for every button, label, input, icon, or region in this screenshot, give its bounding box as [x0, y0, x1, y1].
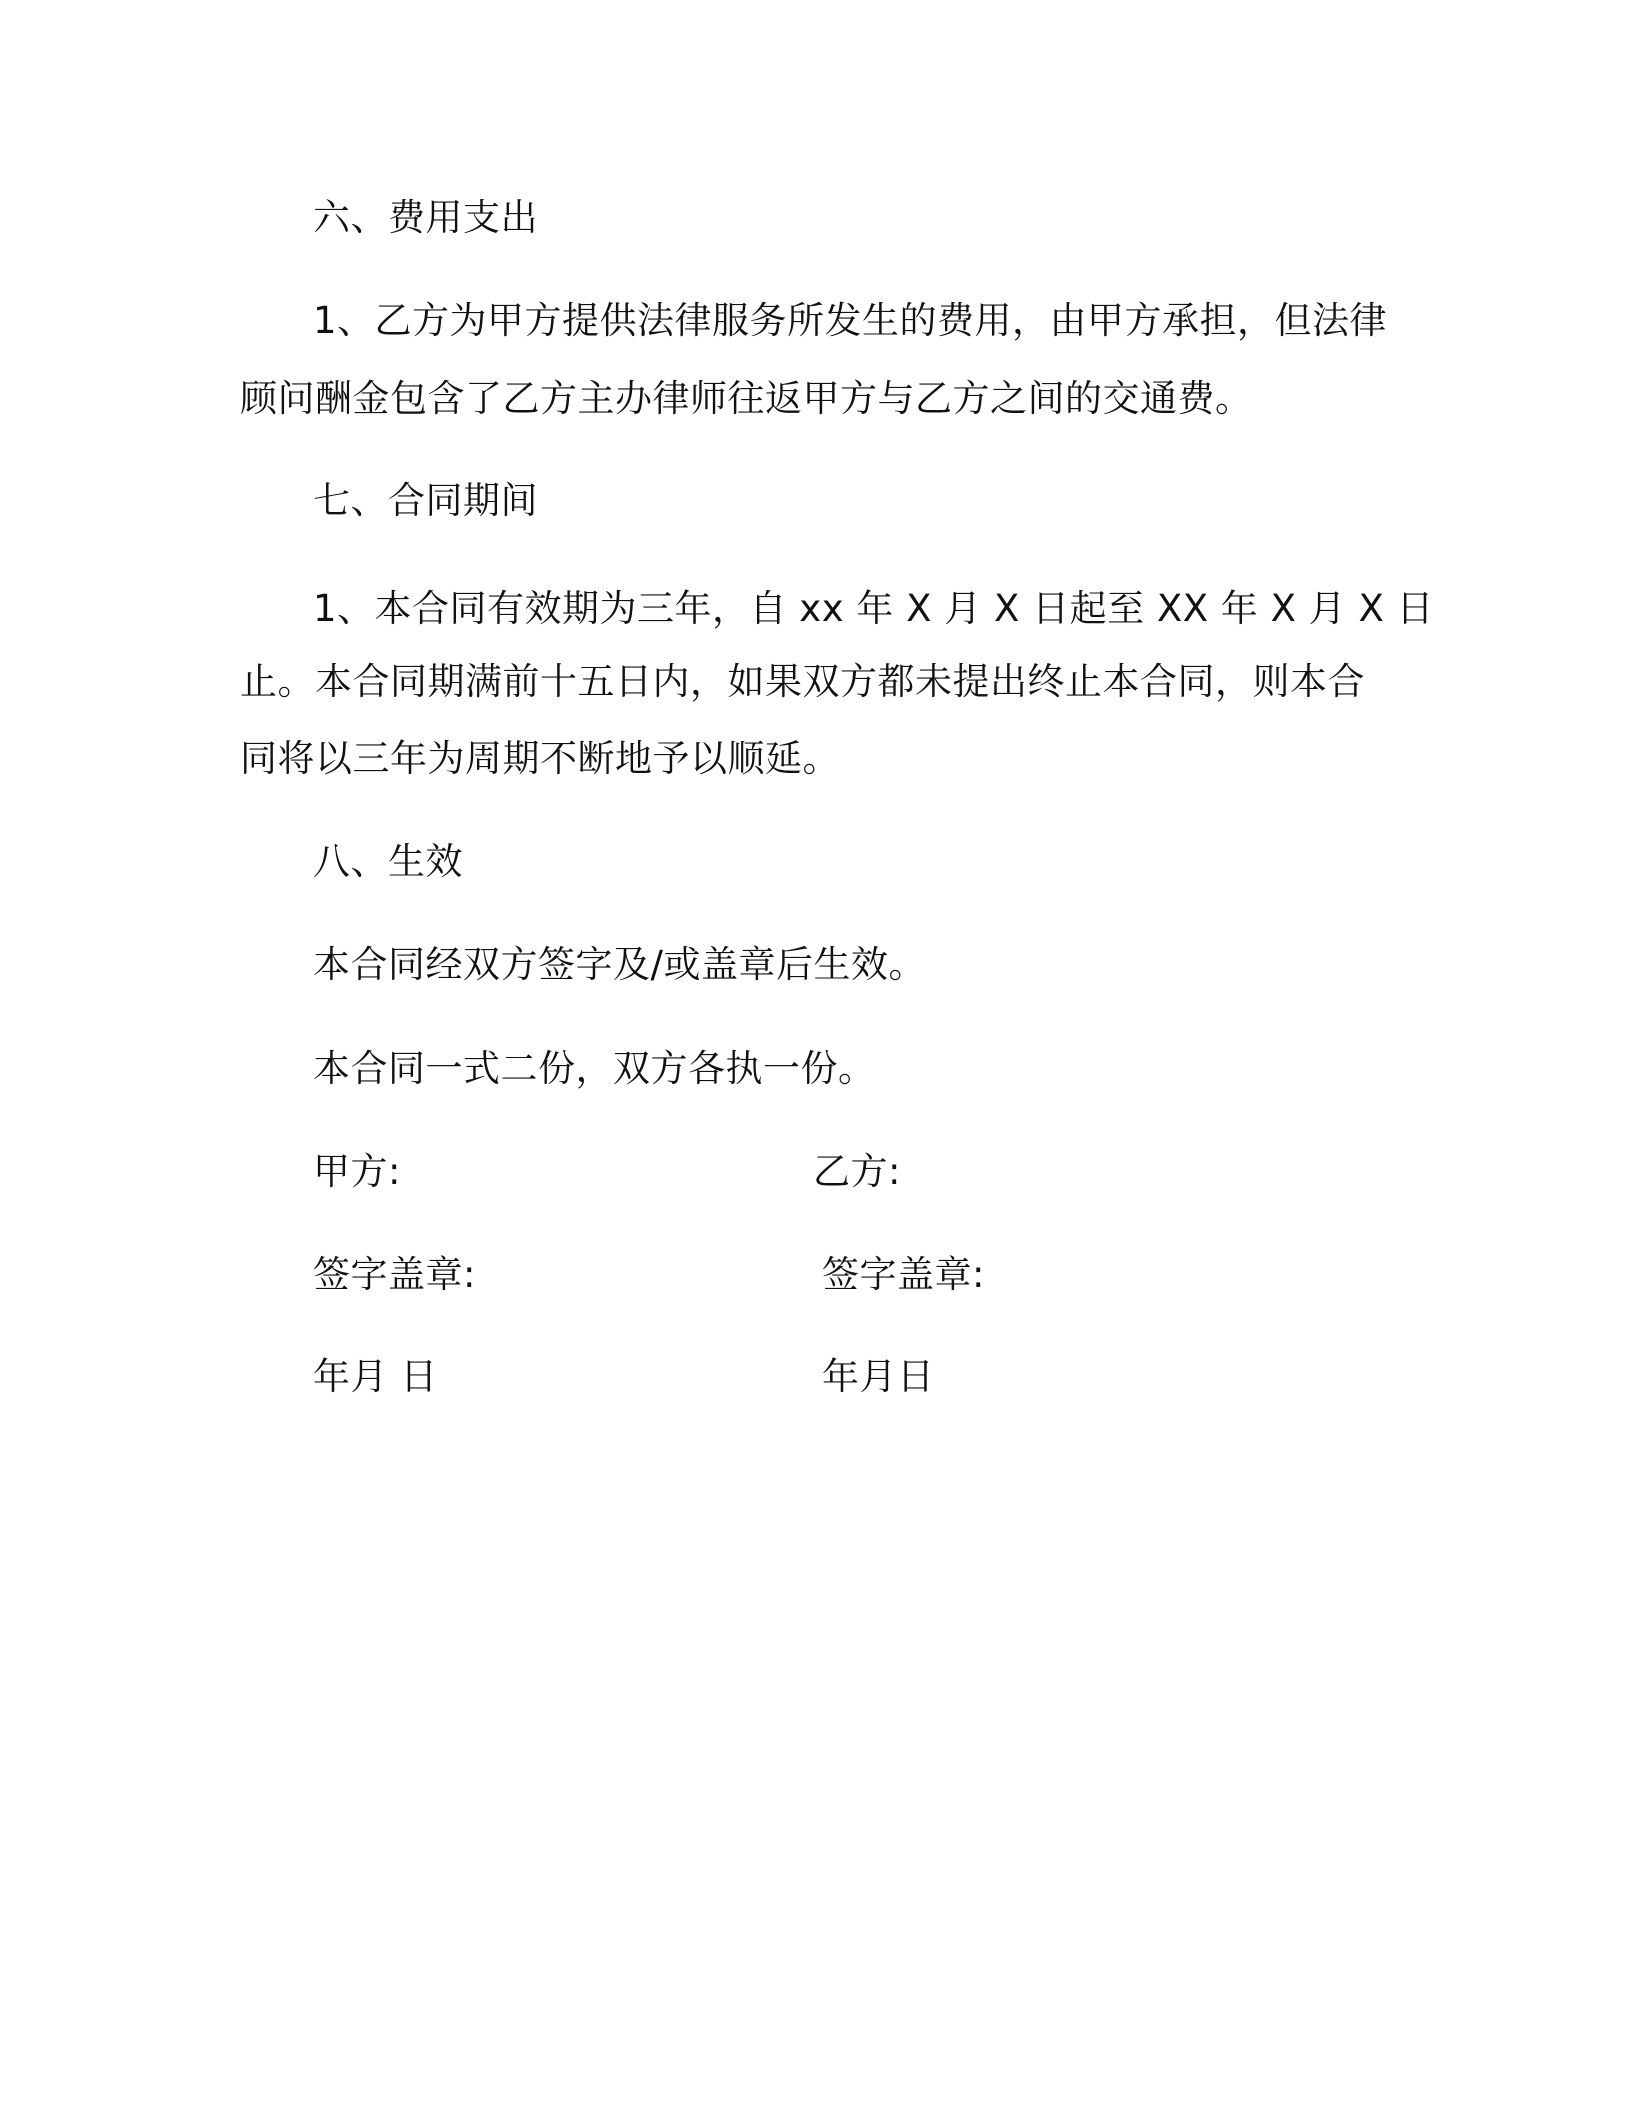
- section-heading-contract-period: 七、合同期间: [313, 479, 538, 522]
- party-a-date-label: 年月 日: [313, 1355, 438, 1398]
- paragraph-line: 止。本合同期满前十五日内，如果双方都未提出终止本合同，则本合: [240, 660, 1365, 703]
- section-heading-expenses: 六、费用支出: [313, 196, 538, 239]
- party-b-signature-label: 签字盖章:: [822, 1253, 985, 1296]
- paragraph-line: 1、本合同有效期为三年，自 xx 年 X 月 X 日起至 XX 年 X 月 X 日: [313, 587, 1435, 630]
- section-heading-effectiveness: 八、生效: [313, 840, 463, 883]
- party-a-label: 甲方:: [313, 1150, 401, 1193]
- party-a-signature-label: 签字盖章:: [313, 1253, 476, 1296]
- paragraph-line: 1、乙方为甲方提供法律服务所发生的费用，由甲方承担，但法律: [313, 299, 1388, 342]
- paragraph-line: 同将以三年为周期不断地予以顺延。: [240, 737, 840, 780]
- paragraph-line: 顾问酬金包含了乙方主办律师往返甲方与乙方之间的交通费。: [240, 377, 1253, 420]
- party-b-label: 乙方:: [813, 1150, 901, 1193]
- paragraph-line: 本合同经双方签字及/或盖章后生效。: [313, 943, 926, 986]
- party-b-date-label: 年月日: [822, 1355, 935, 1398]
- paragraph-line: 本合同一式二份，双方各执一份。: [313, 1047, 876, 1090]
